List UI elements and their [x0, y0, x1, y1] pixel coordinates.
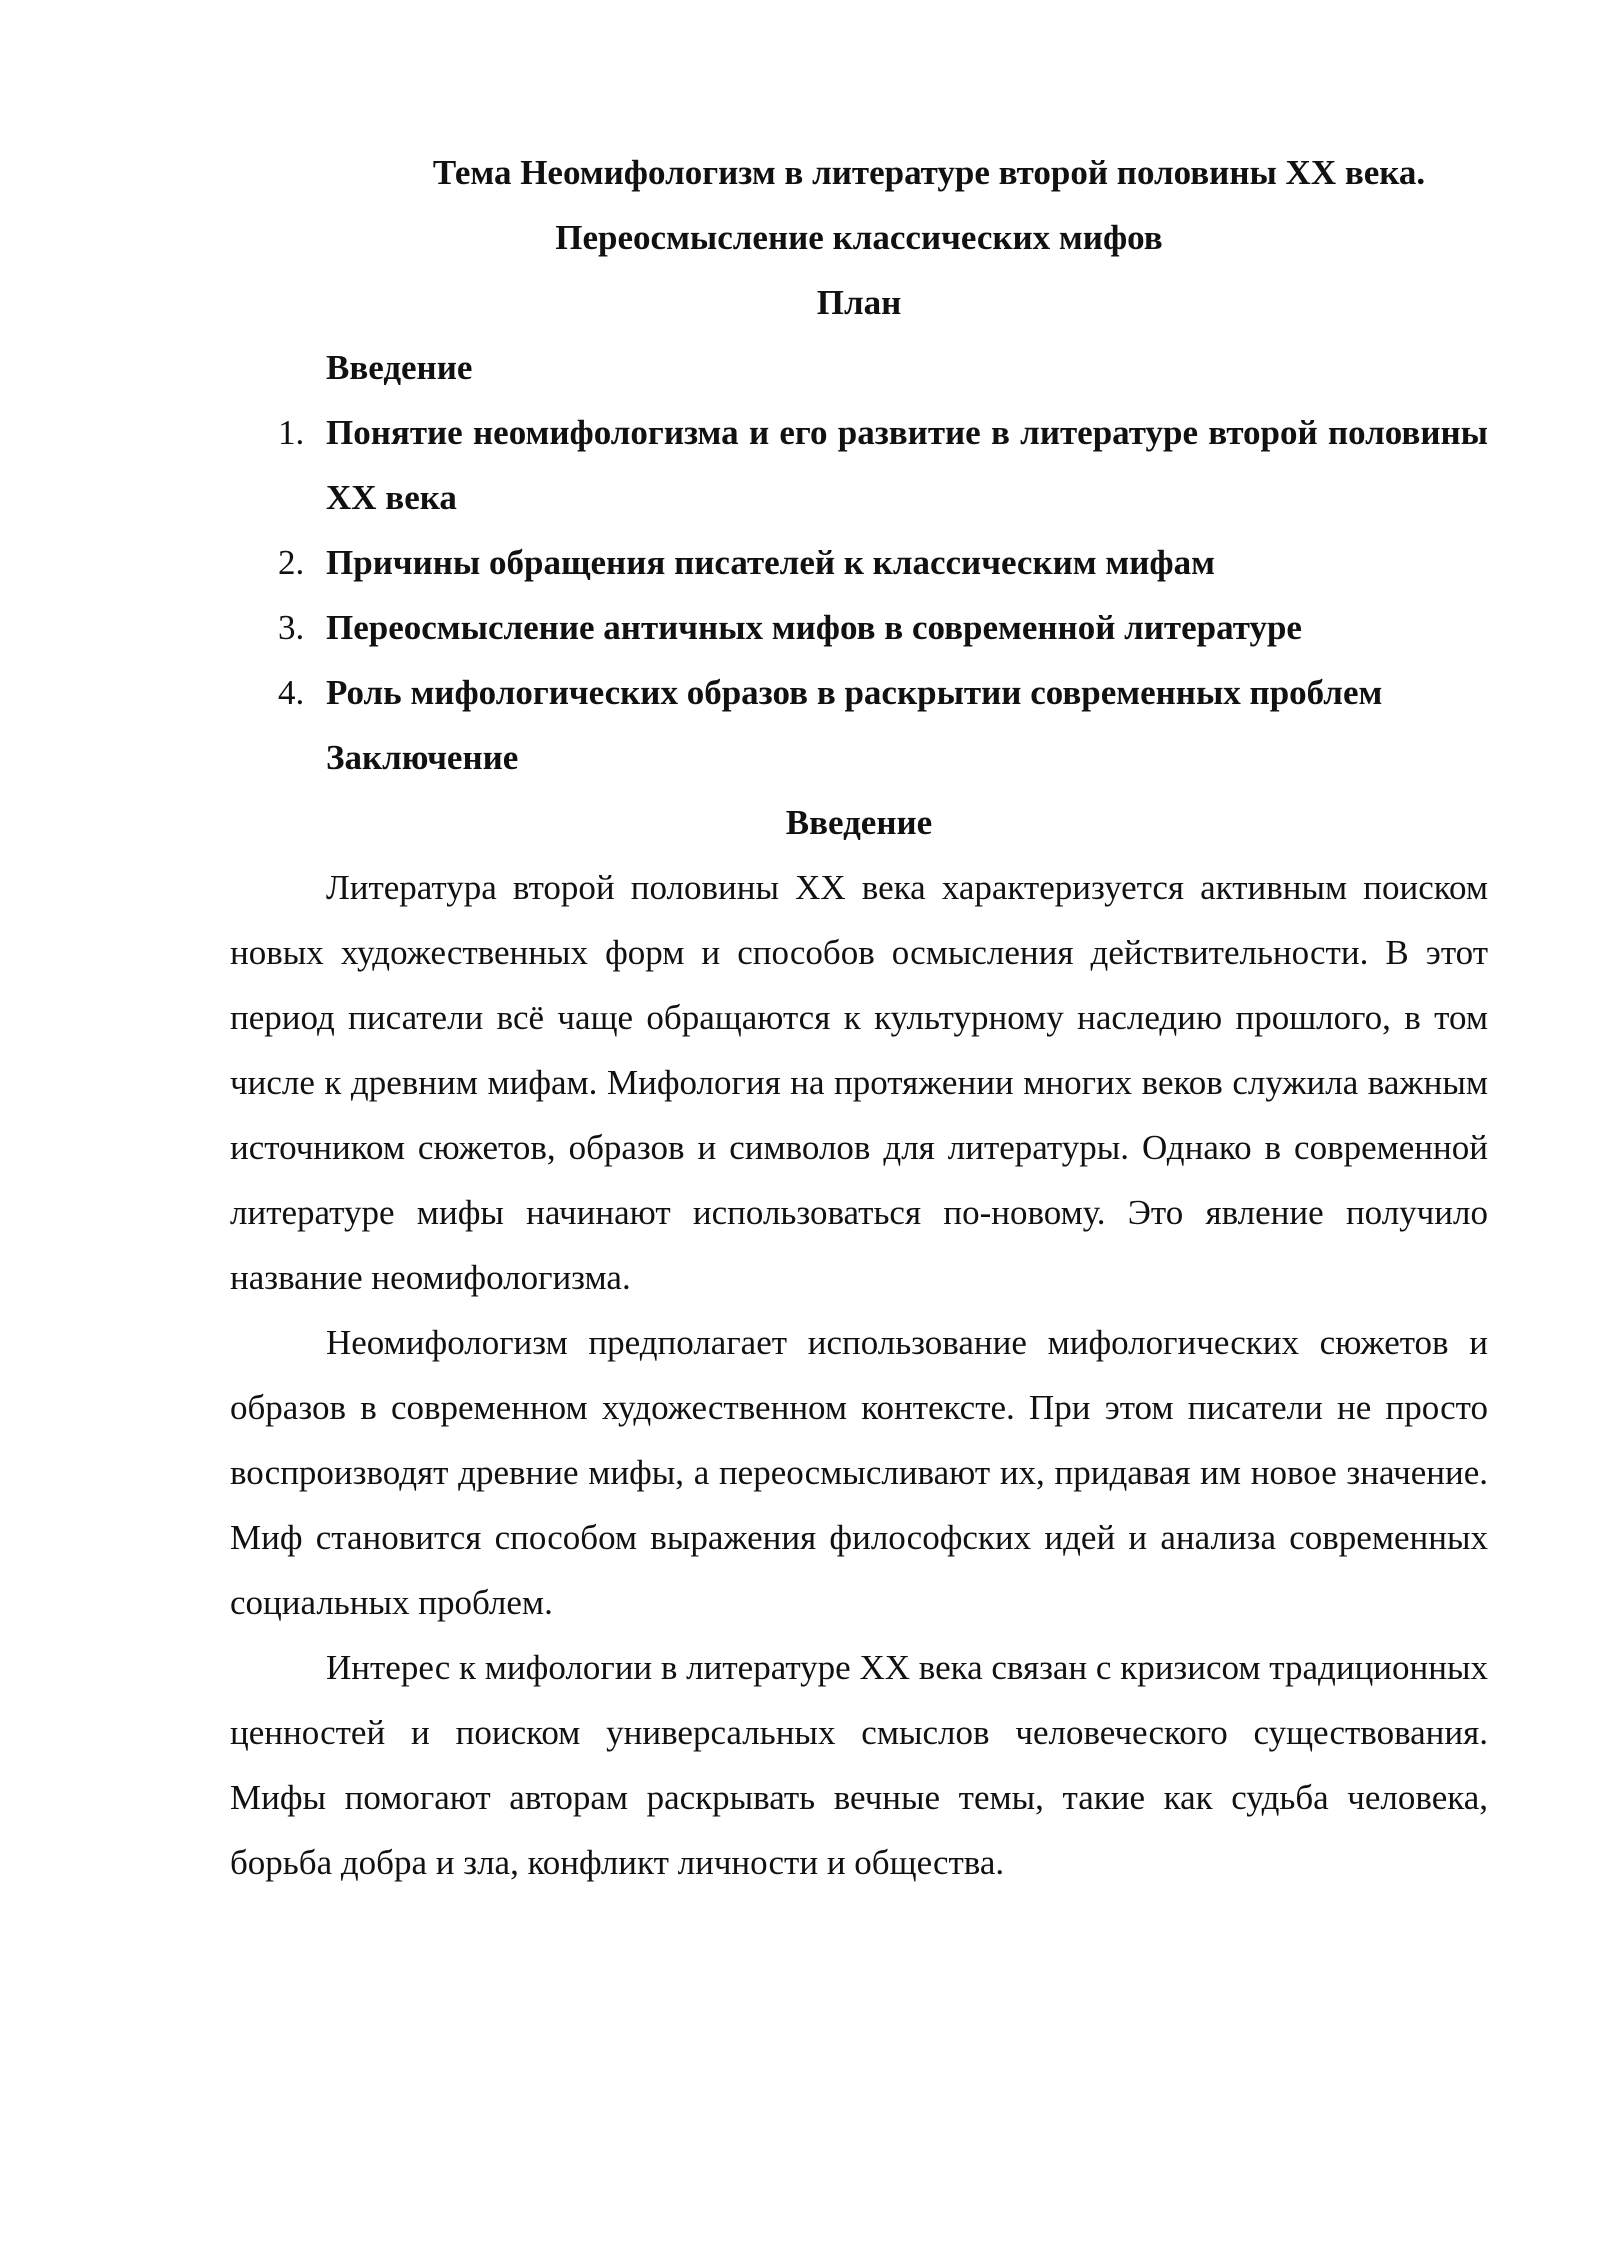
section-heading-intro: Введение: [785, 803, 933, 842]
plan-conclusion: Заключение: [326, 738, 519, 777]
paragraph-1: Литература второй половины XX века характеризуется активным поиском новых художественных форм и способов осмысления действительности. В этот период писатели всё чаще обращаются к культурному наследию прошлого, в том числе к древним мифам. Мифология на протяжении многих веков служила важным источником сюжетов, образов и символов для литературы. Однако в современной литературе мифы начинают использоваться по-новому. Это явление получило название неомифологизма.: [230, 868, 1488, 1297]
plan-item-2: [230, 530, 1488, 595]
plan-item-text: Переосмысление античных мифов в современной литературе: [326, 608, 1302, 647]
plan-item-1: [230, 400, 1488, 530]
paragraph-2: Неомифологизм предполагает использование мифологических сюжетов и образов в современном художественном контексте. При этом писатели не просто воспроизводят древние мифы, а переосмысливают их, придавая им новое значение. Миф становится способом выражения философских идей и анализа современных социальных проблем.: [230, 1323, 1488, 1622]
document-title-line-2: Переосмысление классических мифов: [555, 218, 1163, 257]
document-page: [230, 140, 1488, 1895]
plan-item-text: Причины обращения писателей к классическим мифам: [326, 543, 1215, 582]
plan-item-text: Понятие неомифологизма и его развитие в литературе второй половины XX века: [326, 413, 1488, 517]
plan-item-text: Роль мифологических образов в раскрытии современных проблем: [326, 673, 1383, 712]
plan-heading: План: [816, 283, 902, 322]
document-title-line-1: Тема Неомифологизм в литературе второй половины XX века.: [432, 153, 1426, 192]
plan-item-number: 1.: [278, 413, 305, 452]
plan-item-3: [230, 595, 1488, 660]
paragraph-3: Интерес к мифологии в литературе XX века связан с кризисом традиционных ценностей и поиском универсальных смыслов человеческого существования. Мифы помогают авторам раскрывать вечные темы, такие как судьба человека, борьба добра и зла, конфликт личности и общества.: [230, 1648, 1488, 1882]
plan-item-number: 4.: [278, 673, 305, 712]
plan-item-number: 3.: [278, 608, 305, 647]
plan-item-4: [230, 660, 1488, 725]
plan-intro: Введение: [326, 348, 473, 387]
plan-item-number: 2.: [278, 543, 305, 582]
